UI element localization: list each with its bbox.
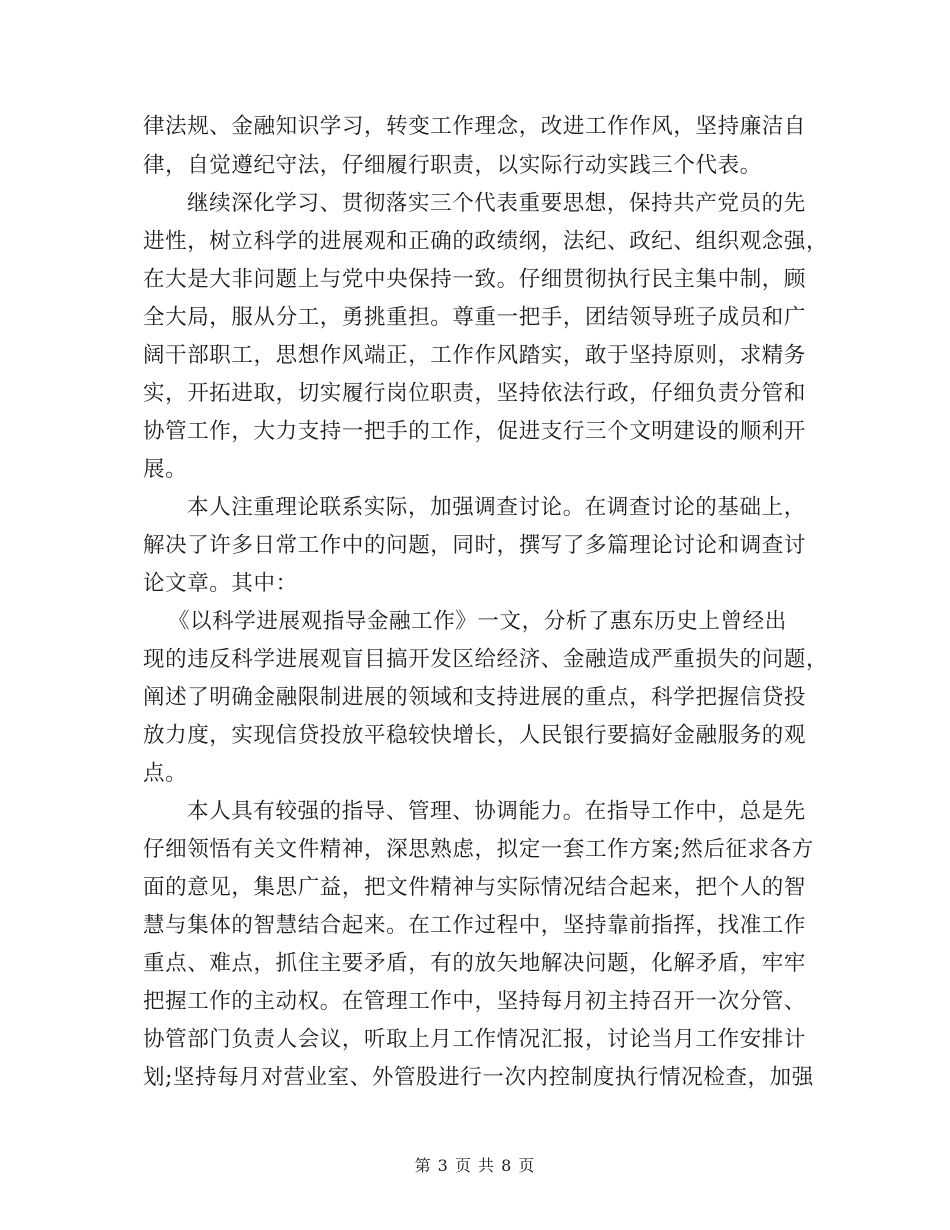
paragraph-line: 现的违反科学进展观盲目搞开发区给经济、金融造成严重损失的问题， [143, 647, 829, 672]
paragraph-line: 慧与集体的智慧结合起来。在工作过程中，坚持靠前指挥，找准工作 [143, 913, 807, 938]
paragraph-line: 协管部门负责人会议，听取上月工作情况汇报，讨论当月工作安排计 [143, 1027, 807, 1052]
paragraph-line: 仔细领悟有关文件精神，深思熟虑，拟定一套工作方案;然后征求各方 [143, 837, 814, 862]
paragraph-line: 面的意见，集思广益，把文件精神与实际情况结合起来，把个人的智 [143, 875, 807, 900]
paragraph-line: 全大局，服从分工，勇挑重担。尊重一把手，团结领导班子成员和广 [143, 305, 807, 330]
paragraph-line: 本人具有较强的指导、管理、协调能力。在指导工作中，总是先 [187, 799, 806, 824]
paragraph-line: 论文章。其中： [143, 571, 298, 596]
paragraph-line: 本人注重理论联系实际，加强调查讨论。在调查讨论的基础上， [187, 495, 806, 520]
paragraph-line: 放力度，实现信贷投放平稳较快增长，人民银行要搞好金融服务的观 [143, 723, 807, 748]
paragraph-line: 律，自觉遵纪守法，仔细履行职责，以实际行动实践三个代表。 [143, 153, 762, 178]
paragraph-line: 阔干部职工，思想作风端正，工作作风踏实，敢于坚持原则，求精务 [143, 343, 807, 368]
paragraph-line: 解决了许多日常工作中的问题，同时，撰写了多篇理论讨论和调查讨 [143, 533, 807, 558]
paragraph-line: 阐述了明确金融限制进展的领域和支持进展的重点，科学把握信贷投 [143, 685, 807, 710]
page-number-footer: 第 3 页 共 8 页 [414, 1156, 536, 1175]
paragraph-line: 把握工作的主动权。在管理工作中，坚持每月初主持召开一次分管、 [143, 989, 807, 1014]
paragraph-line: 划;坚持每月对营业室、外管股进行一次内控制度执行情况检查，加强 [143, 1065, 814, 1090]
paragraph-line: 实，开拓进取，切实履行岗位职责，坚持依法行政，仔细负责分管和 [143, 381, 807, 406]
paragraph-line: 律法规、金融知识学习，转变工作理念，改进工作作风，坚持廉洁自 [143, 114, 807, 139]
paragraph-line: 展。 [143, 457, 188, 482]
paragraph-line: 《以科学进展观指导金融工作》一文，分析了惠东历史上曾经出 [168, 609, 787, 634]
paragraph-line: 点。 [143, 761, 188, 786]
paragraph-line: 在大是大非问题上与党中央保持一致。仔细贯彻执行民主集中制，顾 [143, 267, 807, 292]
paragraph-line: 进性，树立科学的进展观和正确的政绩纲，法纪、政纪、组织观念强， [143, 229, 829, 254]
paragraph-line: 协管工作，大力支持一把手的工作，促进支行三个文明建设的顺利开 [143, 419, 807, 444]
paragraph-line: 继续深化学习、贯彻落实三个代表重要思想，保持共产党员的先 [187, 191, 806, 216]
paragraph-line: 重点、难点，抓住主要矛盾，有的放矢地解决问题，化解矛盾，牢牢 [143, 951, 807, 976]
